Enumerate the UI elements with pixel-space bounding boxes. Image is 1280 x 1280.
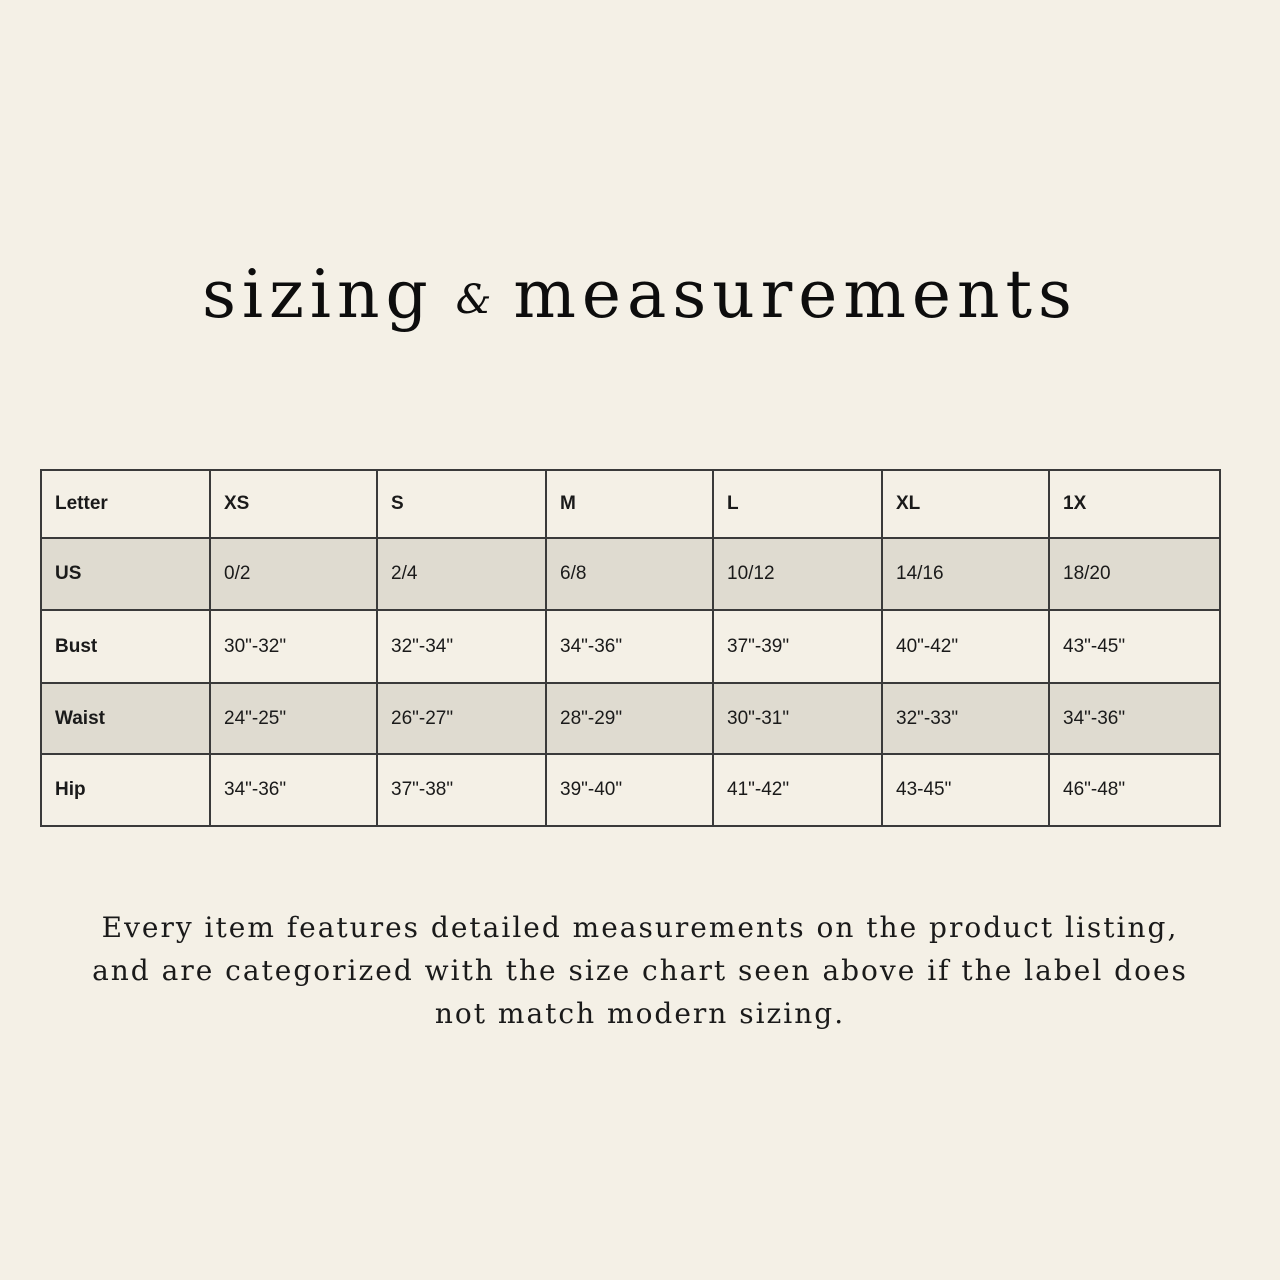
row-label-letter: Letter (41, 470, 210, 538)
header-cell-1x: 1X (1049, 470, 1220, 538)
title-word-measurements: measurements (513, 256, 1078, 333)
header-cell-s: S (377, 470, 546, 538)
table-cell: 43-45" (882, 754, 1049, 826)
row-label-bust: Bust (41, 610, 210, 683)
table-cell: 40"-42" (882, 610, 1049, 683)
title-word-sizing: sizing (202, 256, 434, 333)
table-cell: 30"-31" (713, 683, 882, 754)
table-cell: 0/2 (210, 538, 377, 610)
table-cell: 34"-36" (546, 610, 713, 683)
sizing-note (40, 906, 1240, 1035)
table-row-us (41, 538, 1220, 610)
table-row-hip (41, 754, 1220, 826)
table-cell: 34"-36" (1049, 683, 1220, 754)
table-cell: 34"-36" (210, 754, 377, 826)
table-cell: 39"-40" (546, 754, 713, 826)
table-cell: 32"-34" (377, 610, 546, 683)
size-chart-table (40, 469, 1221, 827)
table-cell: 37"-38" (377, 754, 546, 826)
header-cell-m: M (546, 470, 713, 538)
table-header-row (41, 470, 1220, 538)
table-cell: 18/20 (1049, 538, 1220, 610)
table-cell: 28"-29" (546, 683, 713, 754)
table-cell: 26"-27" (377, 683, 546, 754)
sizing-note-line: Every item features detailed measurements on the product listing, (101, 911, 1179, 944)
table-cell: 32"-33" (882, 683, 1049, 754)
table-cell: 41"-42" (713, 754, 882, 826)
table-cell: 6/8 (546, 538, 713, 610)
table-cell: 30"-32" (210, 610, 377, 683)
table-row-bust (41, 610, 1220, 683)
table-cell: 2/4 (377, 538, 546, 610)
table-cell: 10/12 (713, 538, 882, 610)
header-cell-xs: XS (210, 470, 377, 538)
row-label-waist: Waist (41, 683, 210, 754)
header-cell-xl: XL (882, 470, 1049, 538)
row-label-us: US (41, 538, 210, 610)
sizing-note-line: not match modern sizing. (434, 997, 846, 1030)
title-ampersand: & (455, 277, 492, 323)
table-row-waist (41, 683, 1220, 754)
page-title (0, 250, 1280, 345)
table-cell: 46"-48" (1049, 754, 1220, 826)
table-cell: 14/16 (882, 538, 1049, 610)
table-cell: 24"-25" (210, 683, 377, 754)
row-label-hip: Hip (41, 754, 210, 826)
header-cell-l: L (713, 470, 882, 538)
sizing-note-line: and are categorized with the size chart seen above if the label does (92, 954, 1188, 987)
table-cell: 37"-39" (713, 610, 882, 683)
table-cell: 43"-45" (1049, 610, 1220, 683)
